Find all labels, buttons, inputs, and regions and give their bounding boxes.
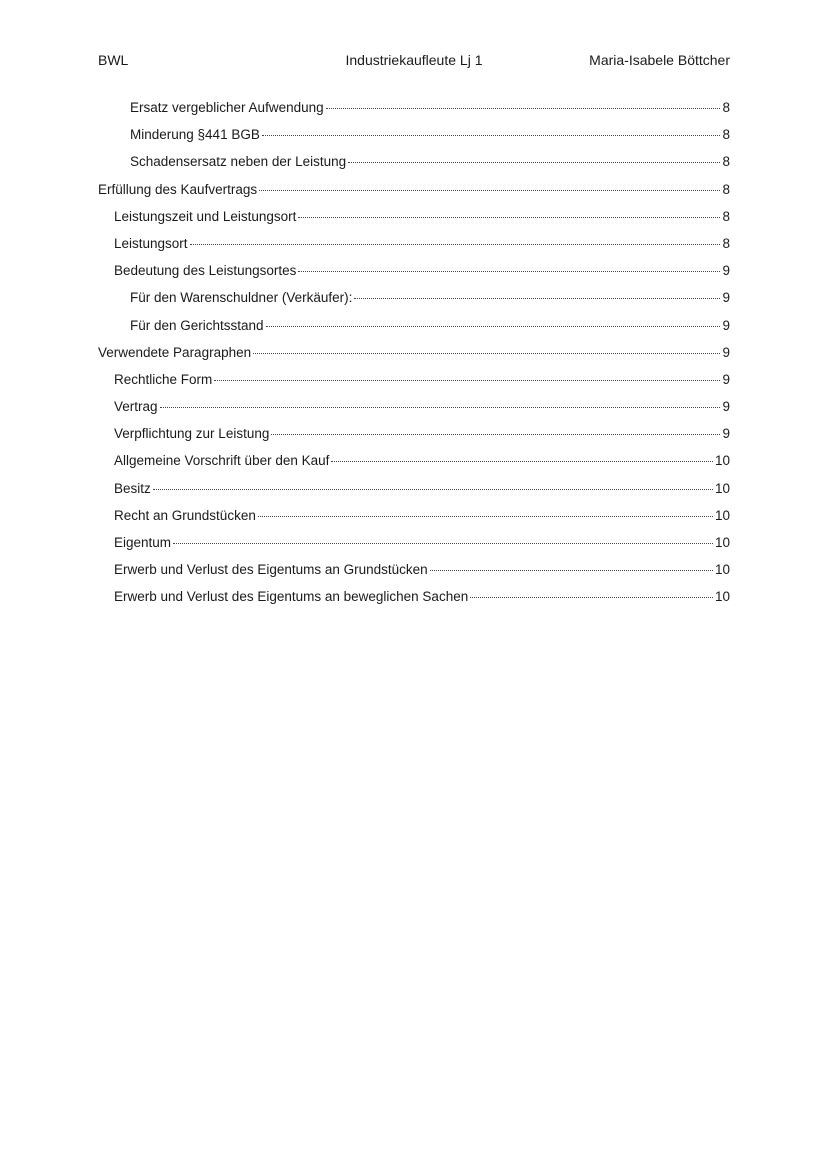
toc-dot-leader [271, 434, 720, 435]
toc-dot-leader [160, 407, 721, 408]
toc-entry-label: Recht an Grundstücken [114, 507, 256, 523]
toc-dot-leader [258, 516, 713, 517]
toc-entry-label: Allgemeine Vorschrift über den Kauf [114, 453, 330, 469]
toc-entry-page-number: 8 [722, 127, 730, 143]
toc-dot-leader [430, 570, 713, 571]
toc-entry[interactable] [98, 587, 730, 614]
toc-entry-page-number: 10 [714, 507, 730, 523]
toc-entry-page-number: 9 [722, 371, 730, 387]
toc-dot-leader [326, 108, 721, 109]
toc-dot-leader [354, 298, 720, 299]
toc-dot-leader [470, 597, 713, 598]
toc-dot-leader [331, 461, 713, 462]
toc-entry-page-number: 10 [714, 535, 730, 550]
toc-entry-label: Vertrag [114, 399, 158, 415]
toc-entry[interactable] [98, 533, 730, 560]
toc-entry-label: Bedeutung des Leistungsortes [114, 263, 297, 279]
toc-dot-leader [253, 353, 720, 354]
toc-dot-leader [214, 380, 720, 381]
toc-entry-label: Eigentum [114, 535, 172, 550]
toc-entry-page-number: 9 [722, 344, 730, 360]
toc-entry[interactable] [98, 506, 730, 533]
toc-entry-label: Ersatz vergeblicher Aufwendung [130, 100, 324, 115]
toc-entry[interactable] [98, 316, 730, 343]
toc-entry-page-number: 8 [722, 208, 730, 224]
toc-entry[interactable] [98, 152, 730, 179]
toc-entry-label: Minderung §441 BGB [130, 127, 260, 143]
toc-dot-leader [173, 543, 713, 544]
toc-entry-label: Erwerb und Verlust des Eigentums an Grundstücken [114, 562, 428, 578]
toc-entry-label: Verpflichtung zur Leistung [114, 426, 270, 442]
toc-entry[interactable] [98, 424, 730, 451]
toc-entry-page-number: 10 [714, 589, 730, 605]
page-header [98, 50, 730, 70]
toc-entry[interactable] [98, 234, 730, 261]
toc-entry[interactable] [98, 560, 730, 587]
toc-entry-label: Besitz [114, 480, 151, 496]
toc-entry[interactable] [98, 98, 730, 125]
toc-entry[interactable] [98, 479, 730, 506]
toc-entry-page-number: 10 [714, 480, 730, 496]
toc-entry-label: Leistungszeit und Leistungsort [114, 208, 297, 224]
toc-dot-leader [259, 190, 720, 191]
toc-entry-page-number: 10 [714, 453, 730, 469]
header-course: Industriekaufleute Lj 1 [345, 52, 483, 68]
toc-entry-page-number: 9 [722, 399, 730, 415]
toc-entry-page-number: 8 [722, 235, 730, 251]
toc-entry[interactable] [98, 207, 730, 234]
toc-entry[interactable] [98, 343, 730, 370]
header-author: Maria-Isabele Böttcher [589, 52, 730, 68]
toc-entry[interactable] [98, 180, 730, 207]
toc-entry[interactable] [98, 261, 730, 288]
toc-entry-page-number: 9 [722, 263, 730, 279]
toc-dot-leader [298, 217, 720, 218]
toc-entry[interactable] [98, 288, 730, 315]
toc-entry-page-number: 9 [722, 317, 730, 333]
toc-dot-leader [190, 244, 721, 245]
toc-entry-label: Verwendete Paragraphen [98, 344, 252, 360]
toc-entry-label: Rechtliche Form [114, 371, 213, 387]
toc-dot-leader [348, 162, 720, 163]
toc-entry-page-number: 9 [722, 290, 730, 306]
toc-entry-label: Für den Gerichtsstand [130, 317, 264, 333]
toc-entry-page-number: 9 [722, 426, 730, 442]
toc-entry-page-number: 10 [714, 562, 730, 578]
toc-dot-leader [298, 271, 720, 272]
toc-entry[interactable] [98, 397, 730, 424]
toc-dot-leader [262, 135, 721, 136]
toc-entry-label: Leistungsort [114, 235, 188, 251]
toc-entry[interactable] [98, 370, 730, 397]
table-of-contents [98, 98, 730, 615]
toc-entry[interactable] [98, 451, 730, 478]
header-subject: BWL [98, 52, 129, 68]
toc-dot-leader [266, 326, 721, 327]
toc-entry-label: Erfüllung des Kaufvertrags [98, 181, 258, 197]
toc-entry-page-number: 8 [722, 181, 730, 197]
toc-entry-label: Für den Warenschuldner (Verkäufer): [130, 290, 353, 306]
toc-entry-label: Erwerb und Verlust des Eigentums an beweglichen Sachen [114, 589, 469, 605]
toc-entry-label: Schadensersatz neben der Leistung [130, 154, 347, 170]
toc-entry-page-number: 8 [722, 154, 730, 170]
toc-entry[interactable] [98, 125, 730, 152]
toc-dot-leader [153, 489, 713, 490]
toc-entry-page-number: 8 [722, 100, 730, 115]
